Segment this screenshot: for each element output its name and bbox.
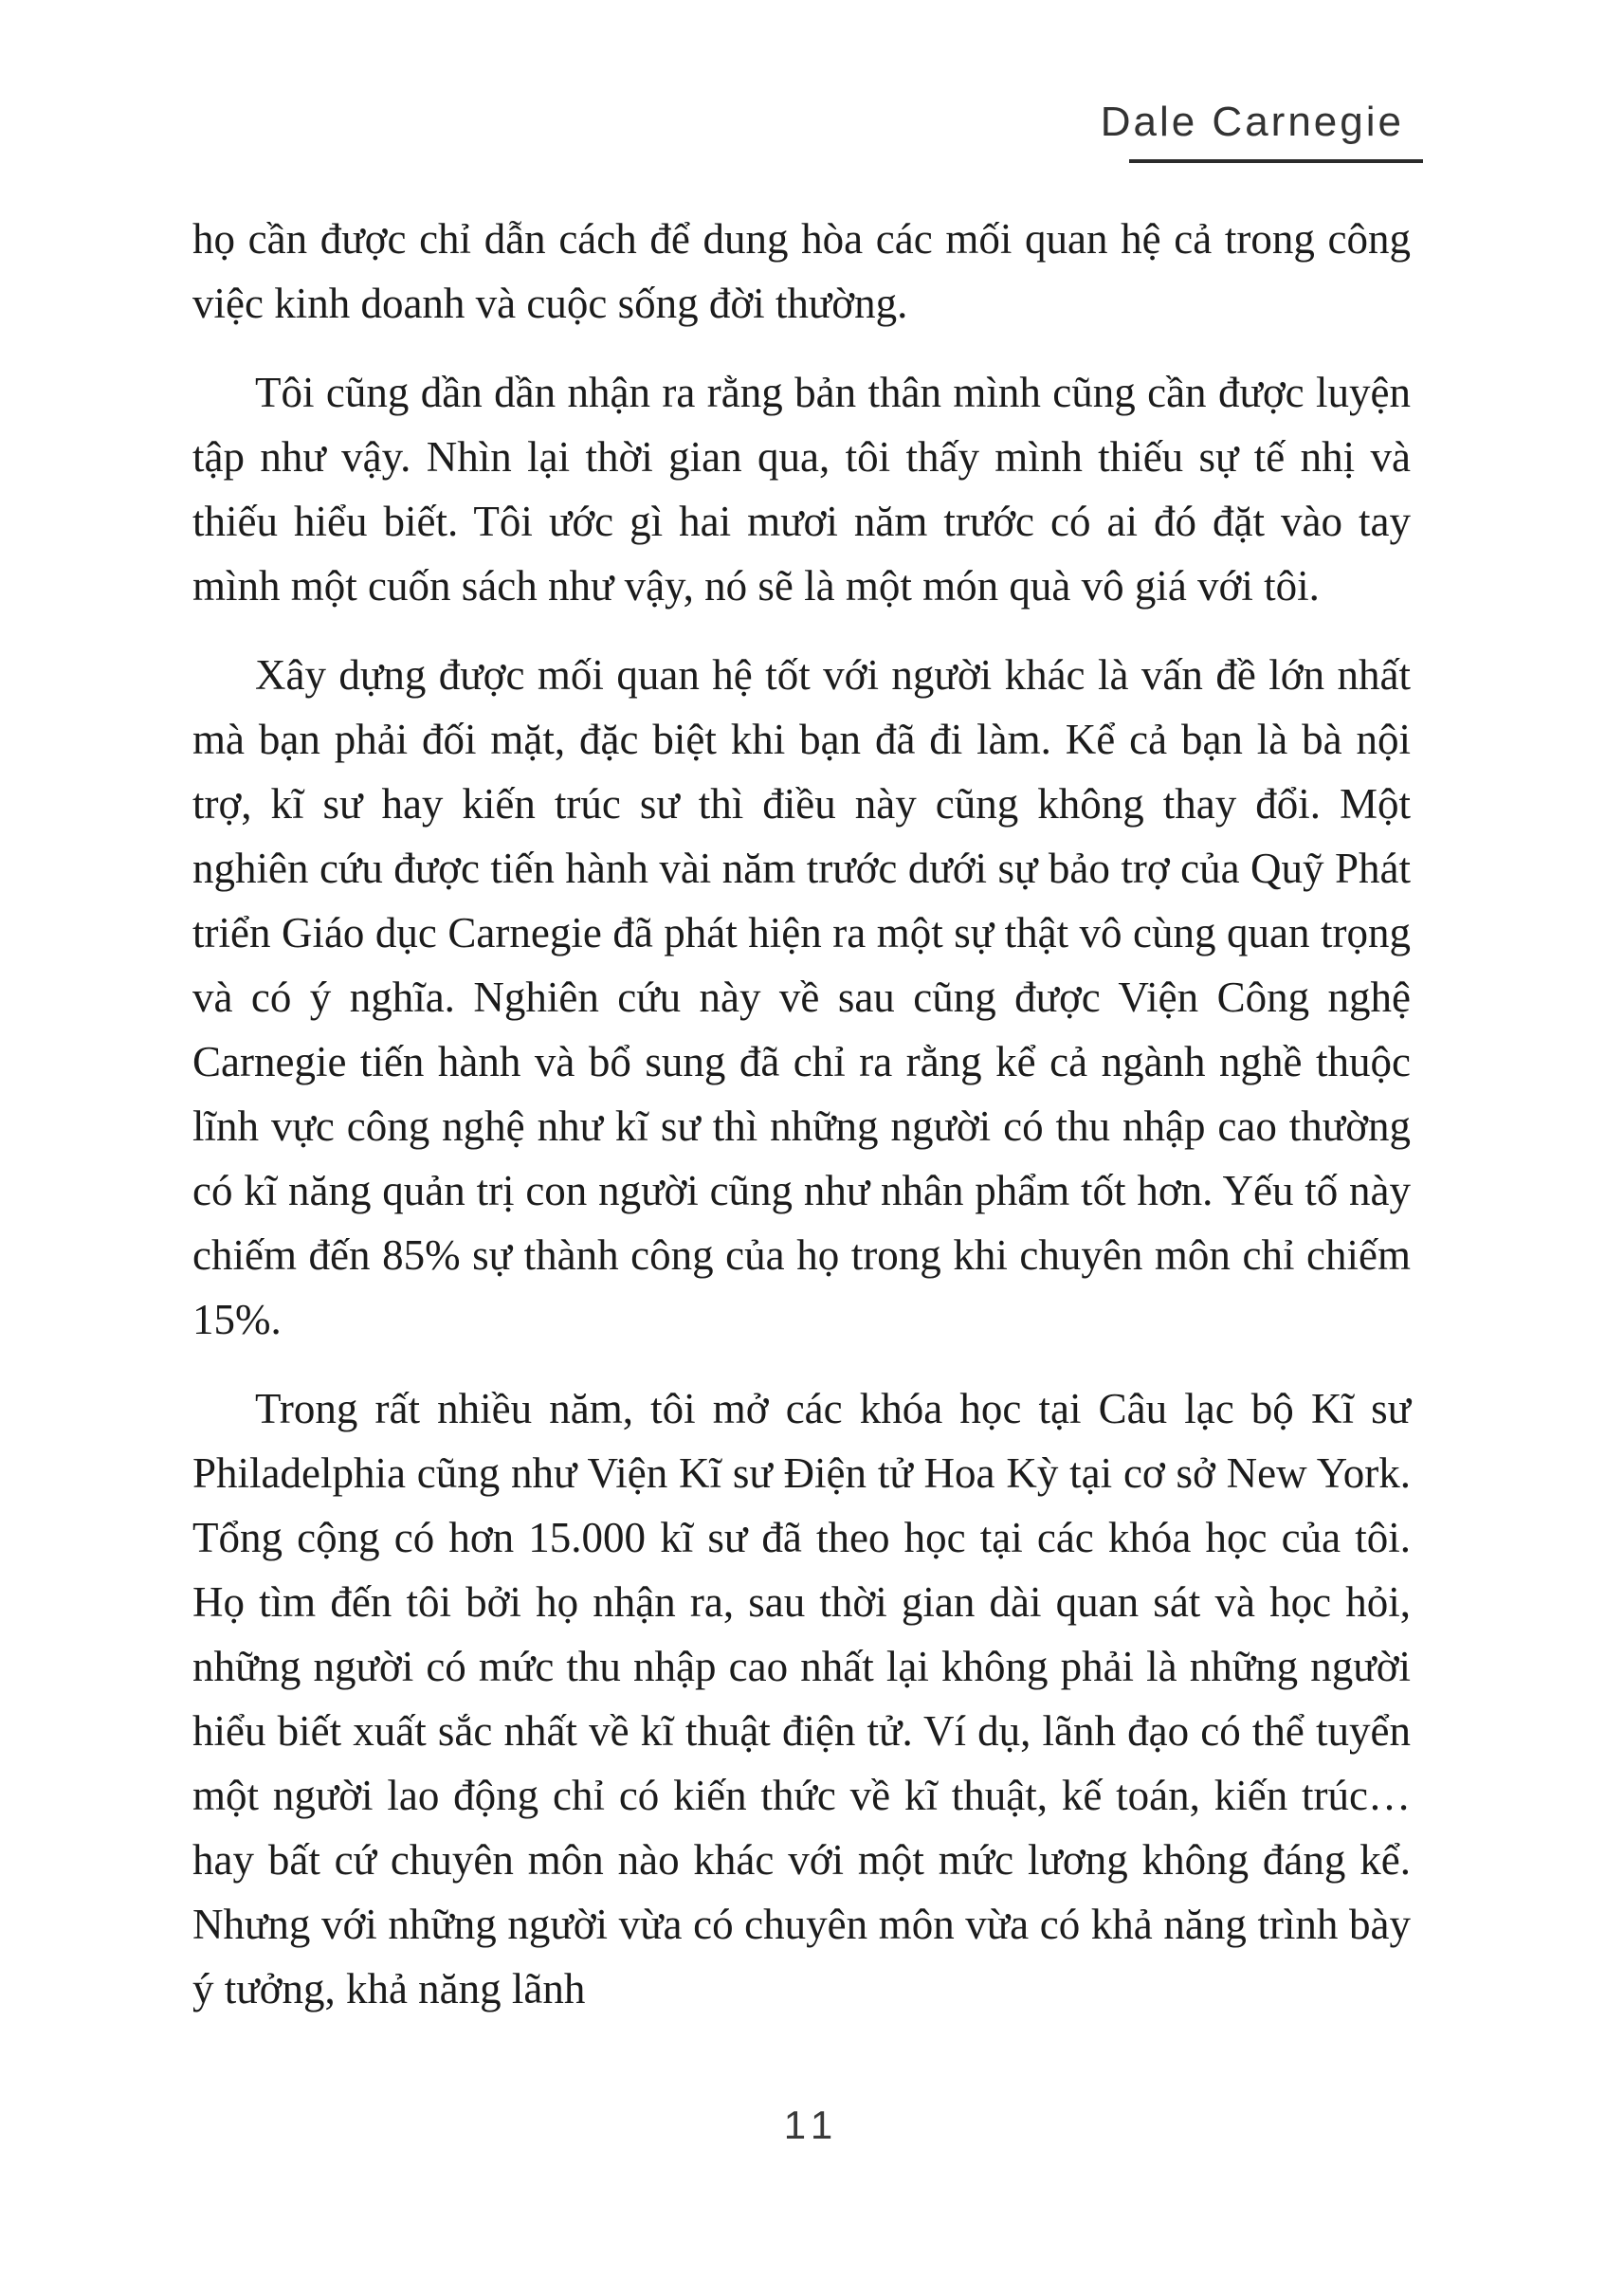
header-underline-rule [1129,159,1423,163]
paragraph: Xây dựng được mối quan hệ tốt với người khác là vấn đề lớn nhất mà bạn phải đối mặt, đặc biệt khi bạn đã đi làm. Kể cả bạn là bà nội trợ, kĩ sư hay kiến trúc sư thì điều này cũng không thay đổi. Một nghiên cứu được tiến hành vài năm trước dưới sự bảo trợ của Quỹ Phát triển Giáo dục Carnegie đã phát hiện ra một sự thật vô cùng quan trọng và có ý nghĩa. Nghiên cứu này về sau cũng được Viện Công nghệ Carnegie tiến hành và bổ sung đã chỉ ra rằng kể cả ngành nghề thuộc lĩnh vực công nghệ như kĩ sư thì những người có thu nhập cao thường có kĩ năng quản trị con người cũng như nhân phẩm tốt hơn. Yếu tố này chiếm đến 85% sự thành công của họ trong khi chuyên môn chỉ chiếm 15%. [192,651,1411,1343]
page-number: 11 [783,2103,841,2147]
paragraph: Trong rất nhiều năm, tôi mở các khóa học tại Câu lạc bộ Kĩ sư Philadelphia cũng như Viện Kĩ sư Điện tử Hoa Kỳ tại cơ sở New York. Tổng cộng có hơn 15.000 kĩ sư đã theo học tại các khóa học của tôi. Họ tìm đến tôi bởi họ nhận ra, sau thời gian dài quan sát và học hỏi, những người có mức thu nhập cao nhất lại không phải là những người hiểu biết xuất sắc nhất về kĩ thuật điện tử. Ví dụ, lãnh đạo có thể tuyển một người lao động chỉ có kiến thức về kĩ thuật, kế toán, kiến trúc… hay bất cứ chuyên môn nào khác với một mức lương không đáng kể. Nhưng với những người vừa có chuyên môn vừa có khả năng trình bày ý tưởng, khả năng lãnh [192,1385,1411,2013]
page-body [192,207,1411,2046]
paragraph: Tôi cũng dần dần nhận ra rằng bản thân mình cũng cần được luyện tập như vậy. Nhìn lại thời gian qua, tôi thấy mình thiếu sự tế nhị và thiếu hiểu biết. Tôi ước gì hai mươi năm trước có ai đó đặt vào tay mình một cuốn sách như vậy, nó sẽ là một món quà vô giá với tôi. [192,369,1411,610]
running-head-author: Dale Carnegie [1100,99,1404,145]
paragraph-continuation: họ cần được chỉ dẫn cách để dung hòa các mối quan hệ cả trong công việc kinh doanh và cuộc sống đời thường. [192,215,1411,327]
